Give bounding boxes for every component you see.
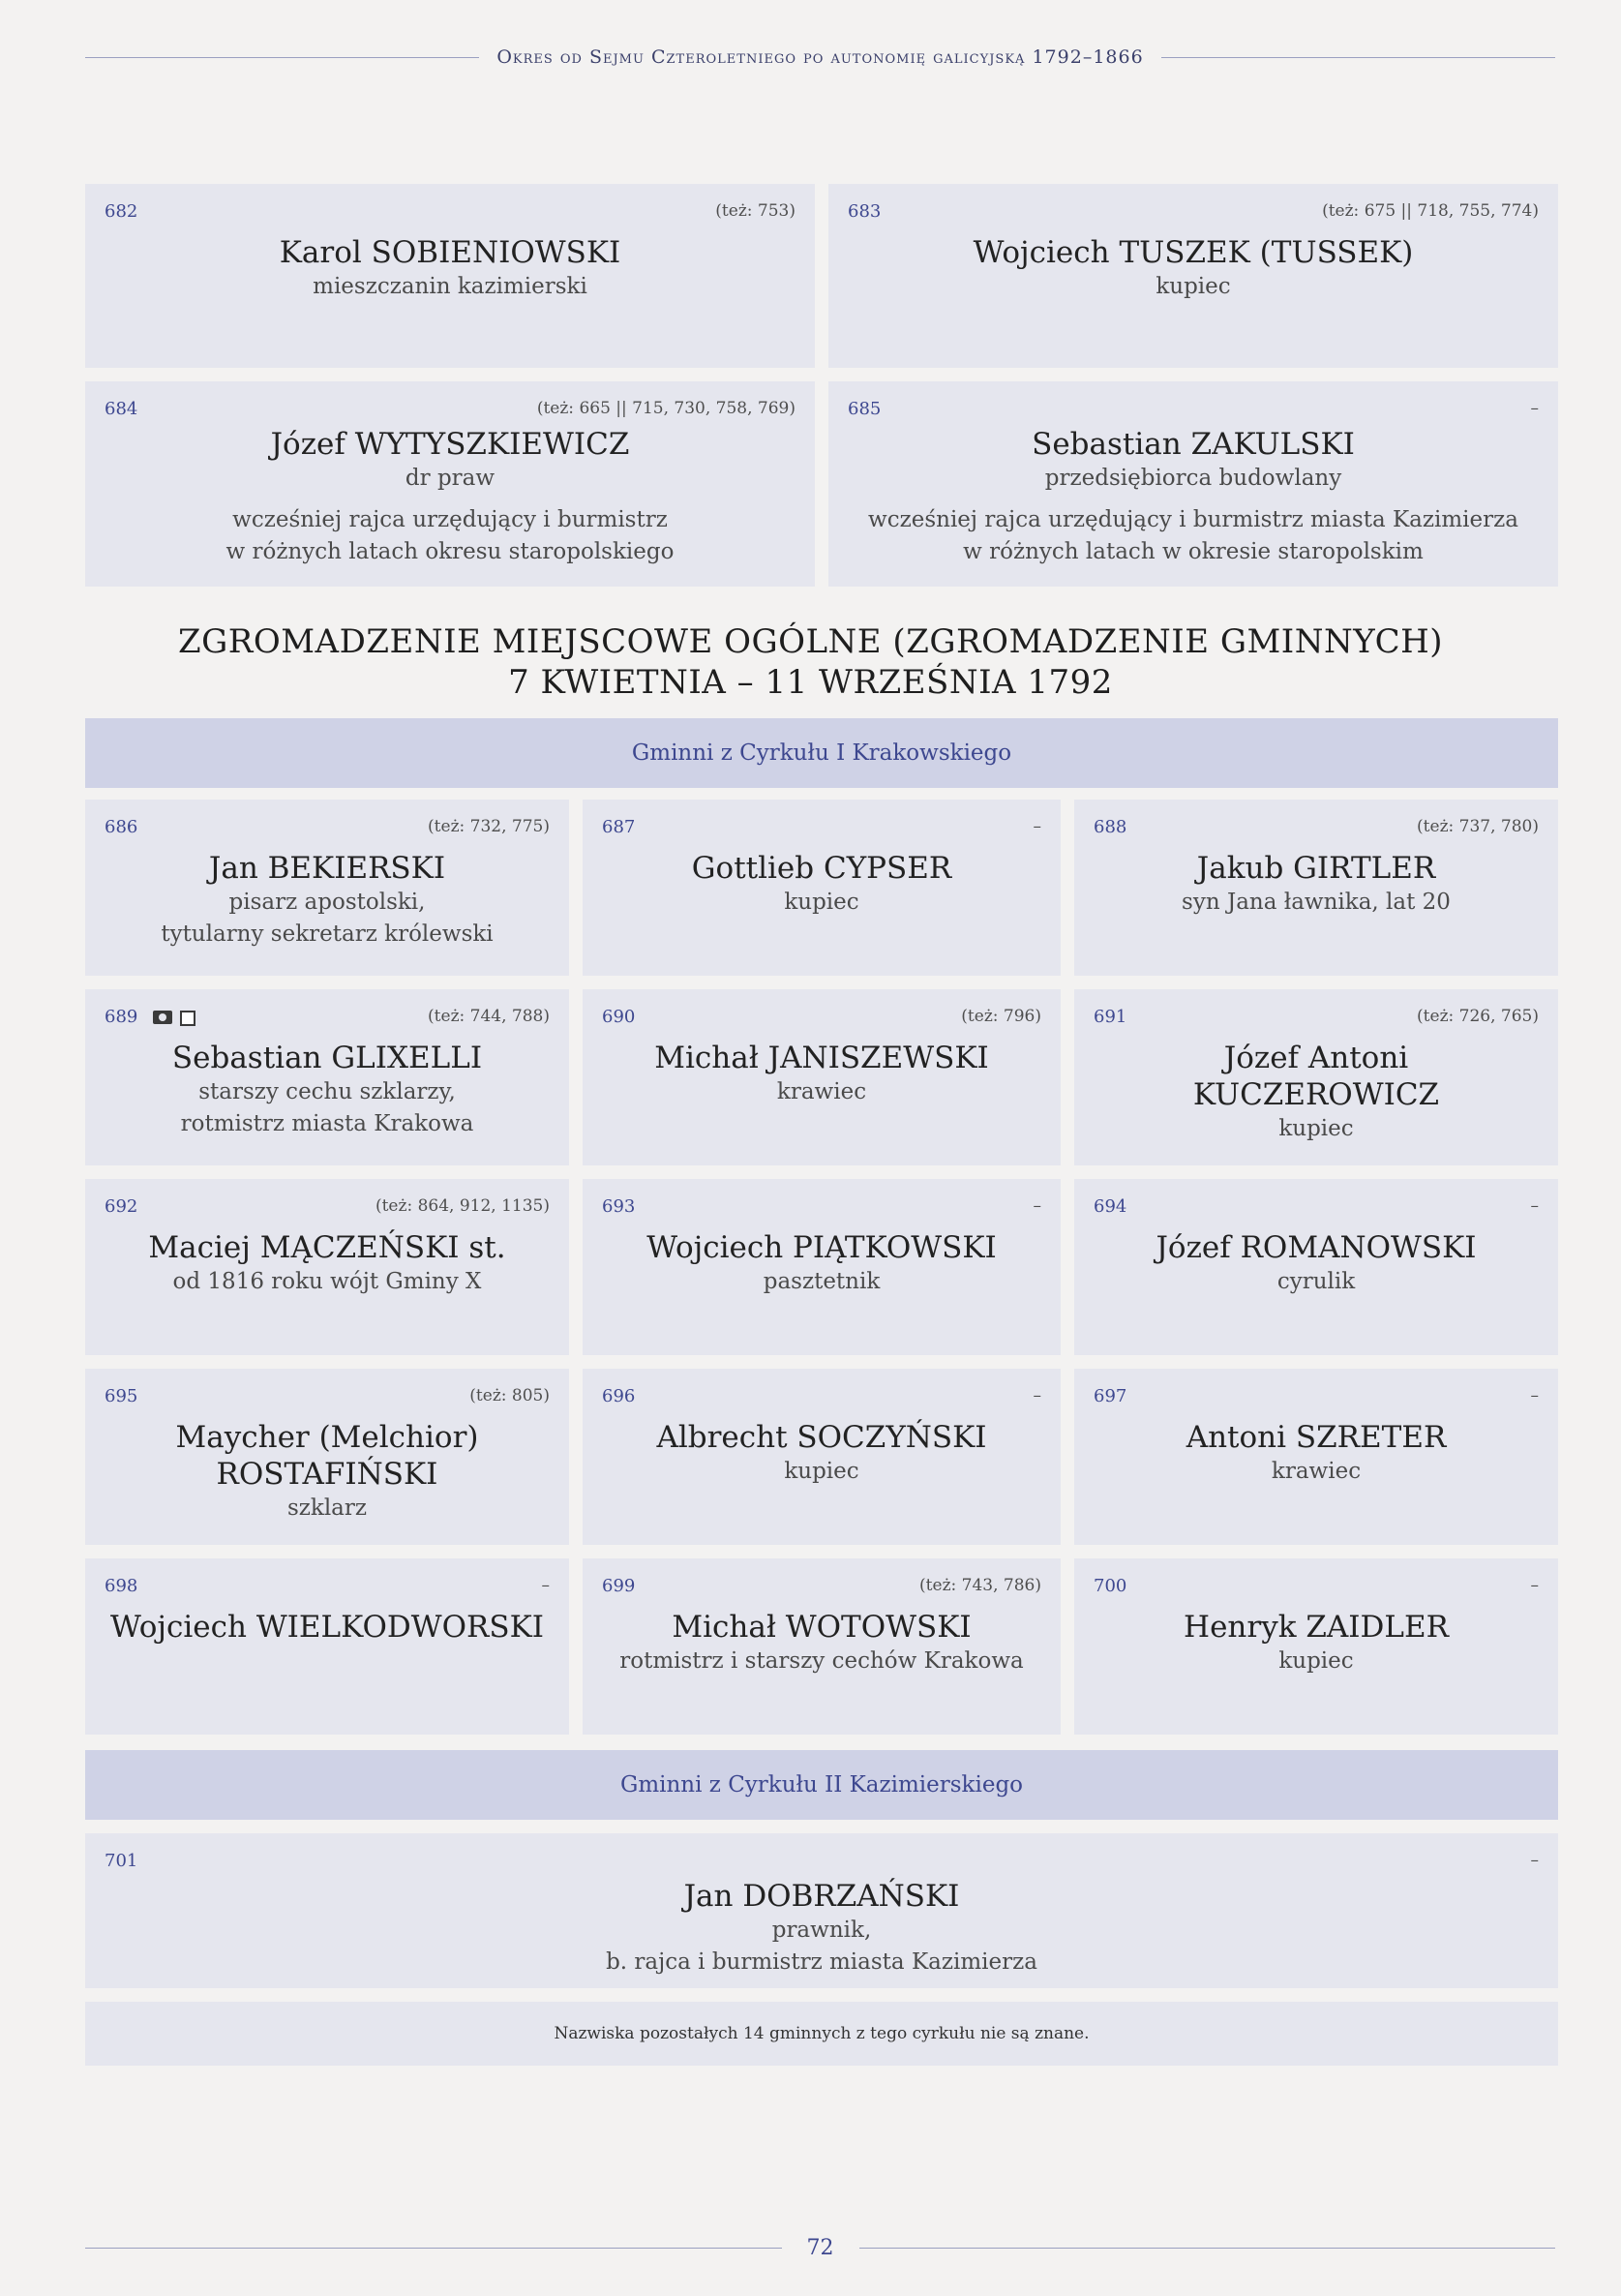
page-number: 72 xyxy=(806,2236,834,2260)
entry-number: 689 xyxy=(105,1007,138,1027)
entry-card xyxy=(828,184,1558,368)
entry-reference: – xyxy=(1530,399,1539,418)
entry-name: Antoni SZRETER xyxy=(1186,1420,1447,1455)
entry-reference: (też: 796) xyxy=(961,1007,1041,1026)
entry-name: Wojciech TUSZEK (TUSSEK) xyxy=(973,235,1414,270)
entry-number: 698 xyxy=(105,1576,138,1596)
district-band: Gminni z Cyrkułu I Krakowskiego xyxy=(85,718,1558,788)
entry-name: Wojciech WIELKODWORSKI xyxy=(109,1610,545,1645)
entry-reference: – xyxy=(1033,1386,1041,1405)
section-title-line1: ZGROMADZENIE MIEJSCOWE OGÓLNE (ZGROMADZENIE GMINNYCH) xyxy=(177,622,1444,661)
entry-icons xyxy=(153,1011,195,1026)
entry-description: starszy cechu szklarzy, xyxy=(198,1079,456,1104)
running-header xyxy=(85,46,1555,68)
entry-reference: (też: 753) xyxy=(715,201,795,221)
entry-card xyxy=(85,184,815,368)
entry-number: 683 xyxy=(848,201,882,222)
square-icon xyxy=(180,1011,195,1026)
entry-reference: – xyxy=(1530,1851,1539,1870)
entry-number: 684 xyxy=(105,399,138,419)
entry-name: Sebastian ZAKULSKI xyxy=(1032,427,1355,462)
entry-description: od 1816 roku wójt Gminy X xyxy=(172,1269,482,1294)
entry-reference: (też: 743, 786) xyxy=(919,1576,1041,1595)
entry-name: Albrecht SOCZYŃSKI xyxy=(656,1420,987,1455)
entry-reference: – xyxy=(1033,817,1041,836)
entry-name: Maciej MĄCZEŃSKI st. xyxy=(148,1230,506,1265)
entry-reference: (też: 665 || 715, 730, 758, 769) xyxy=(536,399,795,418)
entry-name: Józef ROMANOWSKI xyxy=(1156,1230,1477,1265)
entry-card xyxy=(1074,1369,1558,1545)
entry-card-wide xyxy=(85,1833,1558,1988)
entry-description: przedsiębiorca budowlany xyxy=(1044,466,1342,491)
entry-number: 682 xyxy=(105,201,138,222)
entry-name: Józef Antoni xyxy=(1223,1041,1409,1075)
district-band: Gminni z Cyrkułu II Kazimierskiego xyxy=(85,1750,1558,1820)
entry-description: kupiec xyxy=(1156,274,1231,299)
entry-description: wcześniej rajca urzędujący i burmistrz miasta Kazimierza xyxy=(868,507,1518,532)
entry-number: 697 xyxy=(1094,1386,1127,1406)
entry-name: Jan BEKIERSKI xyxy=(208,851,446,886)
page-footer xyxy=(85,2236,1555,2260)
entry-description: b. rajca i burmistrz miasta Kazimierza xyxy=(606,1949,1037,1975)
entry-name: Gottlieb CYPSER xyxy=(691,851,952,886)
entry-description: pasztetnik xyxy=(763,1269,881,1294)
entry-name: Henryk ZAIDLER xyxy=(1184,1610,1449,1645)
entry-reference: – xyxy=(1530,1386,1539,1405)
entry-description: kupiec xyxy=(784,1459,859,1484)
entry-name: Karol SOBIENIOWSKI xyxy=(279,235,621,270)
entry-card xyxy=(85,1179,569,1355)
entry-description: rotmistrz miasta Krakowa xyxy=(180,1111,474,1136)
entry-number: 685 xyxy=(848,399,882,419)
entry-reference: (też: 737, 780) xyxy=(1417,817,1539,836)
entry-name: Sebastian GLIXELLI xyxy=(171,1041,483,1075)
entry-description: szklarz xyxy=(286,1495,368,1521)
entry-reference: – xyxy=(1530,1576,1539,1595)
header-rule-right xyxy=(1161,57,1555,58)
footer-rule-left xyxy=(85,2248,782,2249)
entry-reference: – xyxy=(1530,1196,1539,1216)
entry-number: 691 xyxy=(1094,1007,1127,1027)
entry-description: cyrulik xyxy=(1276,1269,1356,1294)
entry-reference: (też: 744, 788) xyxy=(428,1007,550,1026)
entry-reference: (też: 675 || 718, 755, 774) xyxy=(1322,201,1539,221)
footer-rule-right xyxy=(859,2248,1556,2249)
entry-card xyxy=(1074,800,1558,976)
entry-description: kupiec xyxy=(784,890,859,915)
entry-description: dr praw xyxy=(405,466,495,491)
footnote: Nazwiska pozostałych 14 gminnych z tego cyrkułu nie są znane. xyxy=(85,2002,1558,2066)
entry-name: Wojciech PIĄTKOWSKI xyxy=(646,1230,997,1265)
entry-name: KUCZEROWICZ xyxy=(1192,1077,1440,1112)
entry-description: tytularny sekretarz królewski xyxy=(161,921,494,947)
entry-description: syn Jana ławnika, lat 20 xyxy=(1182,890,1451,915)
entry-number: 686 xyxy=(105,817,138,837)
entry-card xyxy=(85,989,569,1165)
entry-name: Jakub GIRTLER xyxy=(1196,851,1436,886)
entry-card xyxy=(85,381,815,587)
entry-number: 694 xyxy=(1094,1196,1127,1217)
entry-name: ROSTAFIŃSKI xyxy=(216,1457,438,1492)
entry-number: 701 xyxy=(105,1851,138,1871)
camera-icon xyxy=(153,1011,172,1024)
entry-reference: (też: 864, 912, 1135) xyxy=(375,1196,550,1216)
entry-card xyxy=(583,1369,1061,1545)
entry-number: 699 xyxy=(602,1576,636,1596)
entry-name: Jan DOBRZAŃSKI xyxy=(683,1879,960,1914)
entry-card xyxy=(583,989,1061,1165)
entry-card xyxy=(1074,1179,1558,1355)
entry-name: Michał JANISZEWSKI xyxy=(654,1041,989,1075)
entry-description: prawnik, xyxy=(771,1918,872,1943)
entry-description: kupiec xyxy=(1278,1116,1354,1141)
entry-number: 693 xyxy=(602,1196,636,1217)
entry-description: kupiec xyxy=(1278,1648,1354,1674)
entry-number: 700 xyxy=(1094,1576,1127,1596)
entry-card xyxy=(85,800,569,976)
entry-number: 696 xyxy=(602,1386,636,1406)
entry-description: rotmistrz i starszy cechów Krakowa xyxy=(619,1648,1024,1674)
header-title: Okres od Sejmu Czteroletniego po autonomię galicyjską 1792–1866 xyxy=(496,46,1144,68)
header-rule-left xyxy=(85,57,479,58)
section-title-line2: 7 KWIETNIA – 11 WRZEŚNIA 1792 xyxy=(508,663,1113,702)
entry-name: Michał WOTOWSKI xyxy=(672,1610,972,1645)
entry-name: Maycher (Melchior) xyxy=(175,1420,479,1455)
entry-number: 692 xyxy=(105,1196,138,1217)
entry-card xyxy=(85,1369,569,1545)
entry-number: 688 xyxy=(1094,817,1127,837)
entry-description: wcześniej rajca urzędujący i burmistrz xyxy=(232,507,668,532)
entry-name: Józef WYTYSZKIEWICZ xyxy=(270,427,630,462)
entry-card xyxy=(1074,989,1558,1165)
entry-card xyxy=(85,1558,569,1735)
entry-number: 690 xyxy=(602,1007,636,1027)
entry-reference: (też: 726, 765) xyxy=(1417,1007,1539,1026)
entry-description: w różnych latach okresu staropolskiego xyxy=(225,539,675,564)
entry-number: 695 xyxy=(105,1386,138,1406)
entry-description: krawiec xyxy=(776,1079,867,1104)
entry-reference: (też: 732, 775) xyxy=(428,817,550,836)
entry-card xyxy=(1074,1558,1558,1735)
entry-reference: (też: 805) xyxy=(469,1386,550,1405)
section-title xyxy=(0,621,1621,703)
entry-card xyxy=(583,800,1061,976)
entry-card xyxy=(583,1179,1061,1355)
entry-description: mieszczanin kazimierski xyxy=(313,274,587,299)
entry-description: pisarz apostolski, xyxy=(228,890,426,915)
entry-reference: – xyxy=(541,1576,550,1595)
entry-card xyxy=(583,1558,1061,1735)
entry-number: 687 xyxy=(602,817,636,837)
entry-description: krawiec xyxy=(1271,1459,1362,1484)
entry-card xyxy=(828,381,1558,587)
entry-description: w różnych latach w okresie staropolskim xyxy=(963,539,1424,564)
entry-reference: – xyxy=(1033,1196,1041,1216)
